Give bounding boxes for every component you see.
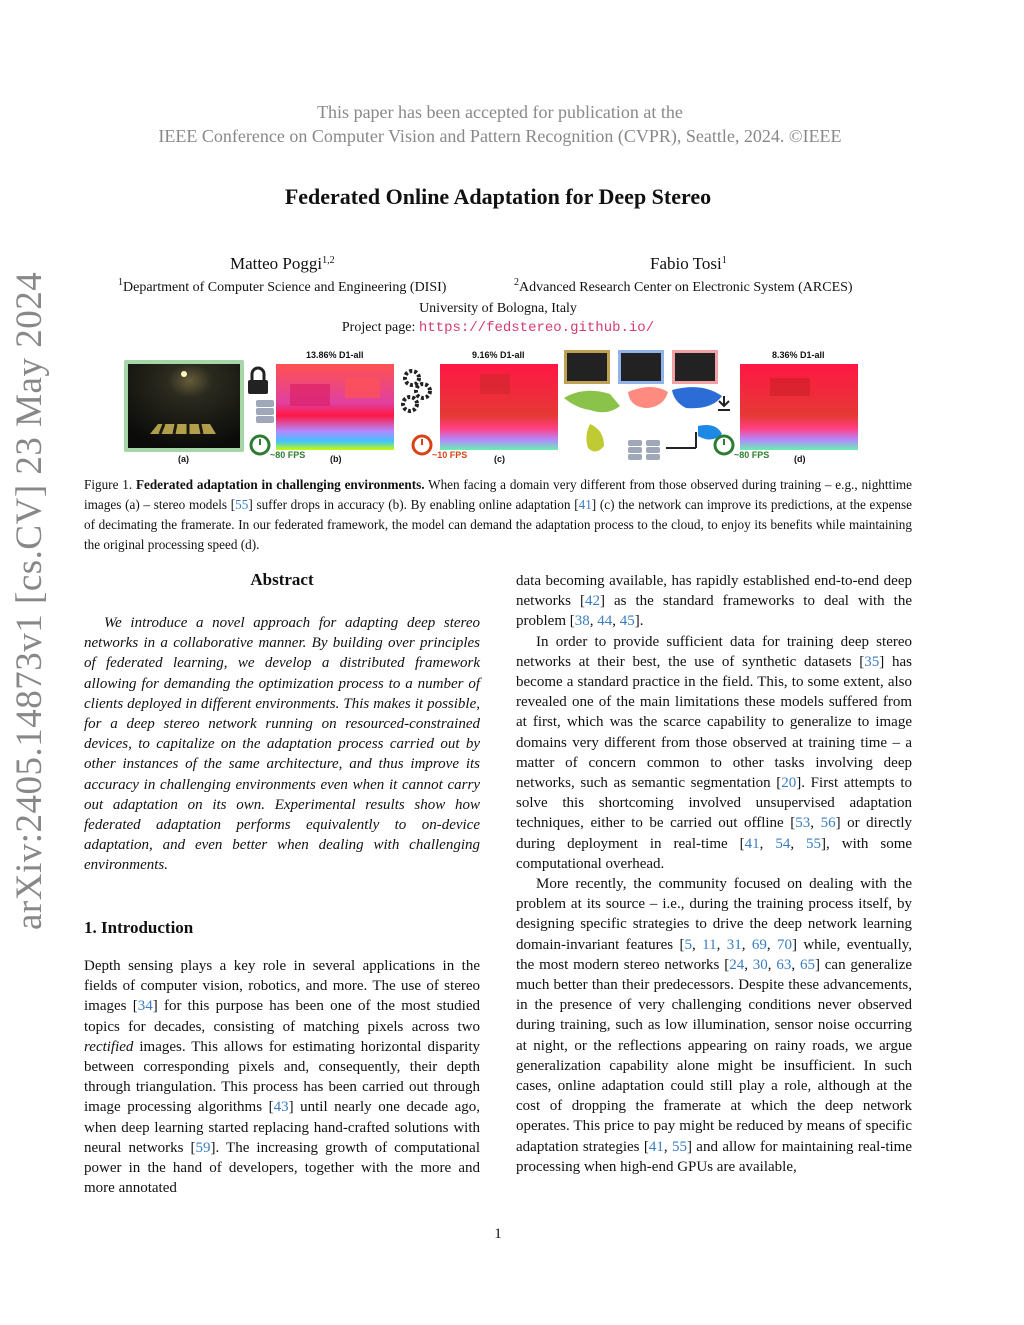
citation-link[interactable]: 43 bbox=[273, 1099, 289, 1116]
gears-icon bbox=[403, 371, 430, 411]
intro-paragraph-1 bbox=[84, 956, 480, 1198]
fps-c: ~10 FPS bbox=[432, 450, 468, 460]
affiliation-2-text: Advanced Research Center on Electronic System (ARCES) bbox=[519, 280, 853, 295]
text-run: ] until nearly one decade ago, when deep learning started replacing hand-crafted solutions with neural networks [ bbox=[84, 1099, 480, 1156]
citation-link[interactable]: 41 bbox=[744, 835, 760, 852]
abstract-text: We introduce a novel approach for adapting deep stereo networks in a collaborative manner. By building over principles of federated learning, we develop a distributed framework allowing for demanding the optimization process to a number of clients deployed in different environments. This makes it possible, for a deep stereo network running on resourced-constrained devices, to capitalize on the adaptation process carried out by other instances of the same architecture, and thus improve its accuracy in challenging environments even when it cannot carry out adaptation on its own. Experimental results show how federated adaptation performs equivalently to on-device adaptation, and even better when dealing with challenging environments. bbox=[84, 615, 480, 874]
affiliation-1-sup: 1 bbox=[118, 277, 123, 288]
citation-link[interactable]: 54 bbox=[775, 835, 791, 852]
author-1-sup: 1,2 bbox=[322, 255, 335, 266]
abstract-heading: Abstract bbox=[250, 570, 314, 589]
text-run: ] has become a standard practice in the field. This, to some extent, also revealed one of the main limitations these models suffered from at first, which was the scarce capability to generalize to image domains very different from those observed at training time – a matter of concern common to other tasks involving deep networks, such as semantic segmentation [ bbox=[516, 653, 912, 792]
university: University of Bologna, Italy bbox=[419, 301, 577, 316]
citation-link[interactable]: 45 bbox=[619, 613, 635, 630]
text-run: More recently, the community focused on dealing with the problem at its source – i.e., during the training process itself, by designing specific strategies to drive the deep network learning domain-invariant features [ bbox=[516, 876, 912, 953]
panel-label-a: (a) bbox=[178, 454, 189, 464]
citation-link[interactable]: 34 bbox=[137, 998, 153, 1015]
timer-icon-slow bbox=[413, 436, 431, 454]
metric-b: 13.86% D1-all bbox=[306, 350, 364, 360]
citation-link[interactable]: 70 bbox=[776, 936, 792, 953]
emphasis: rectified bbox=[84, 1038, 134, 1055]
panel-label-d: (d) bbox=[794, 454, 806, 464]
author-1 bbox=[230, 254, 335, 274]
text-run: In order to provide sufficient data for training deep stereo networks at their best, the use of synthetic datasets [ bbox=[516, 633, 912, 670]
text-run: ]. The increasing growth of computational power in the hand of developers, together with the more and more annotated bbox=[84, 1139, 480, 1197]
project-page-label: Project page: bbox=[341, 320, 416, 335]
citation-link[interactable]: 24 bbox=[729, 956, 745, 973]
author-2-name: Fabio Tosi bbox=[650, 254, 722, 273]
timer-icon-fast bbox=[251, 436, 269, 454]
text-run: ]. First attempts to solve this shortcoming involved unsupervised adaptation techniques, either to be carried out offline [ bbox=[516, 775, 912, 832]
publication-banner bbox=[0, 100, 1000, 148]
citation-link[interactable]: 69 bbox=[751, 936, 767, 953]
project-page bbox=[0, 320, 996, 336]
affiliation-2-sup: 2 bbox=[514, 277, 519, 288]
caption-label: Figure 1. bbox=[84, 477, 133, 492]
lock-icon bbox=[248, 368, 268, 394]
banner-line-2: IEEE Conference on Computer Vision and Pattern Recognition (CVPR), Seattle, 2024. ©IEEE bbox=[158, 126, 842, 146]
text-run: ] can generalize much better than their predecessors. Despite these advancements, in the presence of very challenging conditions never observed during training, such as low illumination, sensor noise occurring at night, or the reflections appearing on rainy roads, we argue generalization capability alone might be insufficient. In such cases, online adaptation could still play a role, although at the cost of dropping the framerate at which the deep network operates. This price to pay might be reduced by means of specific adaptation strategies [ bbox=[516, 956, 913, 1155]
panel-a-night-image bbox=[124, 360, 244, 452]
citation-link[interactable]: 41 bbox=[578, 497, 592, 512]
citation-link[interactable]: 65 bbox=[799, 956, 815, 973]
intro-body bbox=[84, 956, 480, 1198]
affiliation-1 bbox=[118, 277, 447, 296]
citation-link[interactable]: 5 bbox=[684, 936, 693, 953]
author-2 bbox=[650, 254, 727, 274]
citation-link[interactable]: 35 bbox=[864, 653, 880, 670]
text-run: ] while, eventually, the most modern stereo networks [ bbox=[516, 936, 913, 973]
figure-caption bbox=[84, 475, 912, 555]
metric-c: 9.16% D1-all bbox=[472, 350, 525, 360]
server-icon bbox=[256, 400, 274, 423]
abstract-body bbox=[84, 613, 480, 876]
citation-link[interactable]: 56 bbox=[820, 815, 836, 832]
citation-link[interactable]: 63 bbox=[776, 956, 792, 973]
text-run: ] and allow for maintaining real-time processing when high-end GPUs are available, bbox=[516, 1138, 912, 1175]
figure-1-graphic bbox=[120, 344, 910, 466]
world-map-federation bbox=[564, 350, 722, 460]
citation-link[interactable]: 11 bbox=[702, 936, 717, 953]
intro-heading: 1. Introduction bbox=[84, 918, 194, 937]
right-paragraph-3: More recently, the community focused on dealing with the problem at its source – i.e., during the training process itself, by designing specific strategies to drive the deep network learning domain-invariant features [5, 11, 31, 69, 70] while, eventually, the most modern stereo networks [24, 30, 63, 65] can generalize much better than their predecessors. Despite these advancements, in the presence of very challenging conditions never observed during training, such as low illumination, sensor noise occurring at night, or the reflections appearing on rainy roads, we argue generalization capability alone might be insufficient. In such cases, online adaptation could still play a role, although at the cost of dropping the framerate at which the deep network operates. This price to pay might be reduced by means of specific adaptation strategies [41, 55] and allow for maintaining real-time processing when high-end GPUs are available, bbox=[516, 876, 913, 1175]
citation-link[interactable]: 42 bbox=[585, 593, 600, 610]
citation-link[interactable]: 41 bbox=[648, 1138, 664, 1155]
fps-d: ~80 FPS bbox=[734, 450, 770, 460]
citation-link[interactable]: 55 bbox=[806, 835, 822, 852]
citation-link[interactable]: 53 bbox=[795, 815, 811, 832]
right-column bbox=[516, 571, 912, 1177]
text-run: ]. bbox=[634, 613, 644, 630]
text-run: Depth sensing plays a key role in several applications in the fields of computer vision, robotics, and more. The use of stereo images [ bbox=[84, 958, 480, 1015]
citation-link[interactable]: 30 bbox=[752, 956, 768, 973]
citation-link[interactable]: 59 bbox=[195, 1139, 211, 1156]
text-run: ], with some computational overhead. bbox=[516, 835, 913, 872]
banner-line-1: This paper has been accepted for publication at the bbox=[317, 102, 683, 122]
panel-c-disparity bbox=[440, 364, 558, 450]
figure-1 bbox=[120, 344, 910, 466]
fps-b: ~80 FPS bbox=[270, 450, 306, 460]
citation-link[interactable]: 31 bbox=[726, 936, 742, 953]
citation-link[interactable]: 55 bbox=[235, 497, 249, 512]
right-paragraph-1: data becoming available, has rapidly established end-to-end deep networks [42] as the standard frameworks to deal with the problem [38, 44, 45]. bbox=[516, 573, 912, 630]
metric-d: 8.36% D1-all bbox=[772, 350, 825, 360]
affiliation-1-text: Department of Computer Science and Engineering (DISI) bbox=[123, 280, 447, 295]
citation-link[interactable]: 20 bbox=[781, 775, 797, 792]
author-2-sup: 1 bbox=[721, 255, 727, 266]
caption-text-1: When facing a domain very different from those observed during training – e.g., nighttime images (a) – stereo models [ bbox=[84, 477, 912, 512]
text-run: ] for this purpose has been one of the most studied topics for decades, consisting of matching pixels across two bbox=[84, 998, 480, 1035]
affiliation-2 bbox=[514, 277, 853, 296]
author-1-name: Matteo Poggi bbox=[230, 254, 323, 273]
timer-icon-fast-2 bbox=[715, 436, 733, 454]
panel-b-disparity bbox=[276, 364, 394, 450]
citation-link[interactable]: 38 bbox=[574, 613, 590, 630]
right-paragraph-2: In order to provide sufficient data for training deep stereo networks at their best, the use of synthetic datasets [35] has become a standard practice in the field. This, to some extent, also revealed one of the main limitations these models suffered from at first, which was the scarce capability to generalize to image domains very different from those observed at training time – a matter of concern common to other tasks involving deep networks, such as semantic segmentation [20]. First attempts to solve this shortcoming involved unsupervised adaptation techniques, either to be carried out offline [53, 56] or directly during deployment in real-time [41, 54, 55], with some computational overhead. bbox=[516, 633, 913, 872]
caption-text-3: ] (c) the network can improve its predictions, at the expense of decimating the framerate. In our federated framework, the model can demand the adaptation process to the cloud, to enjoy its benefits while maintaining the original processing speed (d). bbox=[84, 497, 913, 552]
page-number: 1 bbox=[494, 1226, 502, 1242]
project-page-link[interactable]: https://fedstereo.github.io/ bbox=[418, 320, 655, 336]
arxiv-identifier: arXiv:2405.14873v1 [cs.CV] 23 May 2024 bbox=[9, 271, 50, 930]
citation-link[interactable]: 55 bbox=[671, 1138, 687, 1155]
caption-text-2: ] suffer drops in accuracy (b). By enabling online adaptation [ bbox=[248, 497, 579, 512]
panel-label-b: (b) bbox=[330, 454, 342, 464]
text-run: data becoming available, has rapidly established end-to-end deep networks [ bbox=[516, 573, 912, 610]
caption-bold: Federated adaptation in challenging environments. bbox=[135, 477, 425, 492]
panel-d-disparity bbox=[740, 364, 858, 450]
text-run: images. This allows for estimating horizontal disparity between corresponding pixels and, consequently, their depth through triangulation. This process has been carried out through image processing algorithms [ bbox=[84, 1038, 480, 1116]
text-run: ] as the standard frameworks to deal with the problem [ bbox=[516, 593, 912, 630]
panel-label-c: (c) bbox=[494, 454, 505, 464]
citation-link[interactable]: 44 bbox=[597, 613, 613, 630]
text-run: ] or directly during deployment in real-time [ bbox=[516, 815, 912, 852]
paper-title: Federated Online Adaptation for Deep Stereo bbox=[284, 184, 712, 209]
